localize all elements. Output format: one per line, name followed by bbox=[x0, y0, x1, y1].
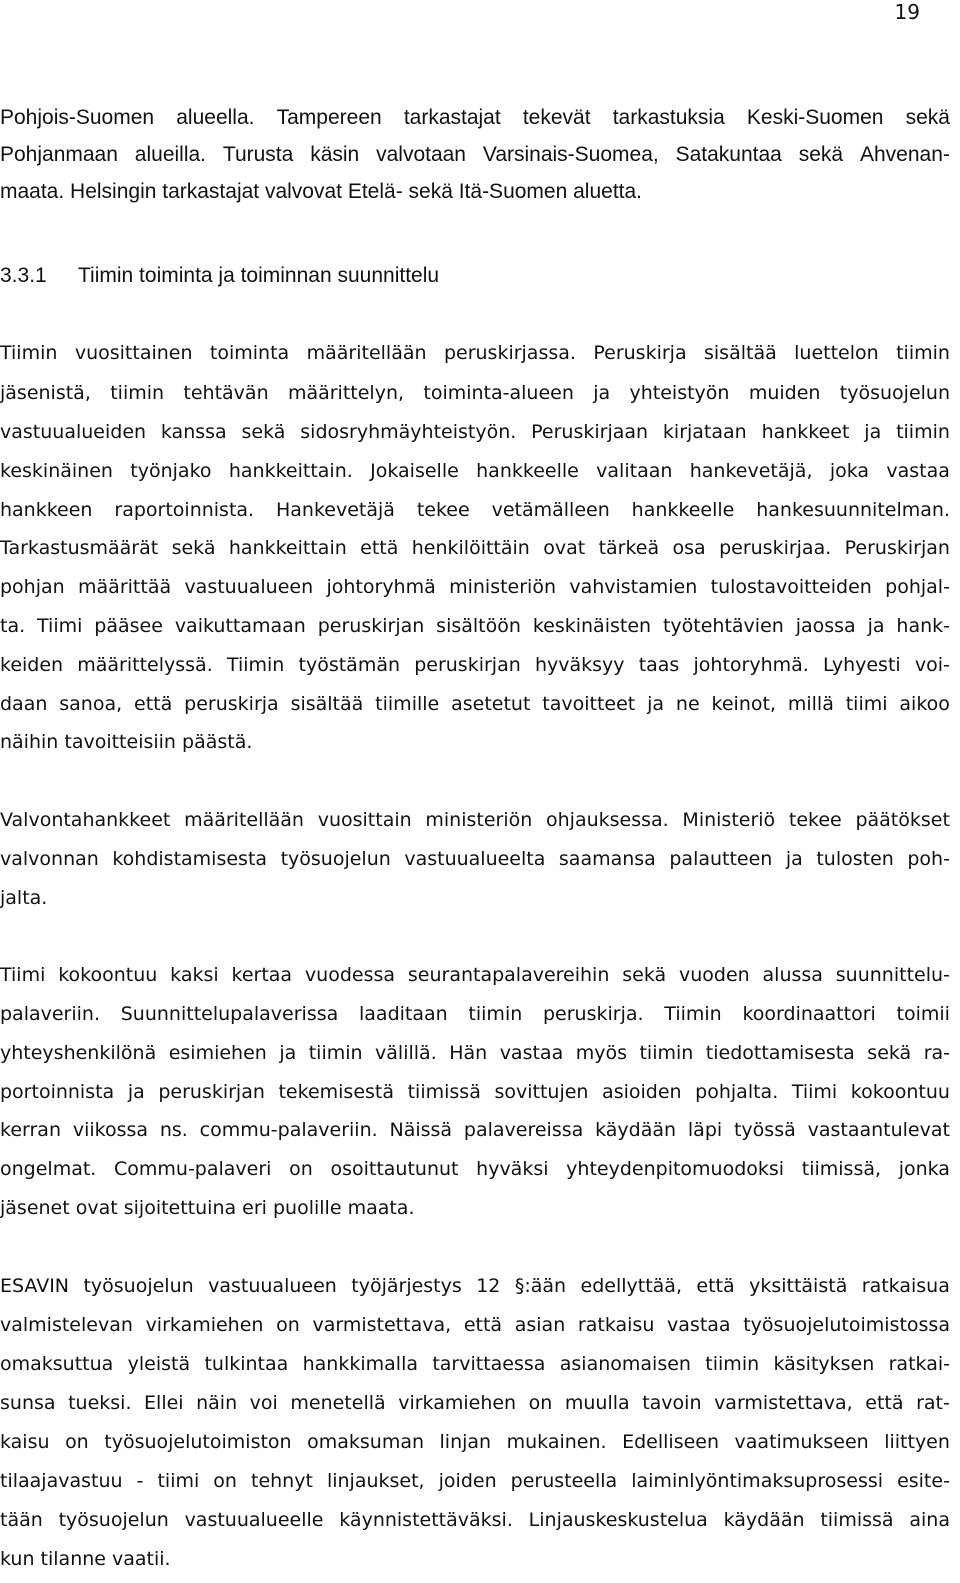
paragraph-line: daan sanoa, että peruskirja sisältää tiimille asetetut tavoitteet ja ne keinot, millä tiimi aikoo bbox=[0, 693, 950, 715]
paragraph-line: pohjan määrittää vastuualueen johtoryhmä ministeriön vahvistamien tulostavoitteiden pohjal- bbox=[0, 576, 950, 598]
paragraph-line: Tiimi kokoontuu kaksi kertaa vuodessa seurantapalavereihin sekä vuoden alussa suunnittelu- bbox=[0, 964, 950, 986]
paragraph-line: Valvontahankkeet määritellään vuosittain ministeriön ohjauksessa. Ministeriö tekee päätökset bbox=[0, 809, 950, 831]
paragraph-line: keiden määrittelyssä. Tiimin työstämän peruskirjan hyväksyy taas johtoryhmä. Lyhyesti voi- bbox=[0, 654, 950, 676]
paragraph-line: tilaajavastuu - tiimi on tehnyt linjaukset, joiden perusteella laiminlyöntimaksuprosessi esite- bbox=[0, 1470, 950, 1492]
paragraph-line: jäsenistä, tiimin tehtävän määrittelyn, toiminta-alueen ja yhteistyön muiden työsuojelun bbox=[0, 382, 950, 404]
paragraph-line: valvonnan kohdistamisesta työsuojelun vastuualueelta saamansa palautteen ja tulosten poh- bbox=[0, 848, 950, 870]
paragraph-line: tään työsuojelun vastuualueelle käynnistettäväksi. Linjauskeskustelua käydään tiimissä aina bbox=[0, 1509, 950, 1531]
paragraph-line: jäsenet ovat sijoitettuina eri puolille maata. bbox=[0, 1197, 415, 1219]
paragraph-line: kun tilanne vaatii. bbox=[0, 1548, 171, 1570]
paragraph-line: Tarkastusmäärät sekä hankkeittain että henkilöittäin ovat tärkeä osa peruskirjaa. Peruskirjan bbox=[0, 537, 950, 559]
paragraph-line: sunsa tueksi. Ellei näin voi menetellä virkamiehen on muulla tavoin varmistettava, että rat- bbox=[0, 1392, 950, 1414]
section-number: 3.3.1 bbox=[0, 264, 47, 287]
paragraph-line: kerran viikossa ns. commu-palaveriin. Näissä palavereissa käydään läpi työssä vastaantulevat bbox=[0, 1119, 950, 1141]
paragraph-line: ongelmat. Commu-palaveri on osoittautunut hyväksi yhteydenpitomuodoksi tiimissä, jonka bbox=[0, 1158, 950, 1180]
paragraph-line: näihin tavoitteisiin päästä. bbox=[0, 731, 253, 753]
paragraph-line: ESAVIN työsuojelun vastuualueen työjärjestys 12 §:ään edellyttää, että yksittäistä ratkaisua bbox=[0, 1275, 950, 1297]
intro-line: Pohjois-Suomen alueella. Tampereen tarkastajat tekevät tarkastuksia Keski-Suomen sekä bbox=[0, 106, 950, 129]
paragraph-line: palaveriin. Suunnittelupalaverissa laaditaan tiimin peruskirja. Tiimin koordinaattori toimii bbox=[0, 1003, 950, 1025]
paragraph-line: ta. Tiimi pääsee vaikuttamaan peruskirjan sisältöön keskinäisten työtehtävien jaossa ja hank- bbox=[0, 615, 950, 637]
paragraph-line: valmistelevan virkamiehen on varmistettava, että asian ratkaisu vastaa työsuojelutoimistossa bbox=[0, 1314, 950, 1336]
section-heading bbox=[0, 264, 950, 288]
intro-line: Pohjanmaan alueilla. Turusta käsin valvotaan Varsinais-Suomea, Satakuntaa sekä Ahvenan- bbox=[0, 143, 950, 166]
paragraph-line: kaisu on työsuojelutoimiston omaksuman linjan mukainen. Edelliseen vaatimukseen liittyen bbox=[0, 1431, 950, 1453]
intro-line: maata. Helsingin tarkastajat valvovat Etelä- sekä Itä-Suomen aluetta. bbox=[0, 180, 642, 203]
page-number: 19 bbox=[894, 0, 920, 24]
paragraph-line: hankkeen raportoinnista. Hankevetäjä tekee vetämälleen hankkeelle hankesuunnitelman. bbox=[0, 499, 950, 521]
section-title: Tiimin toiminta ja toiminnan suunnittelu bbox=[78, 264, 440, 287]
paragraph-line: vastuualueiden kanssa sekä sidosryhmäyhteistyön. Peruskirjaan kirjataan hankkeet ja tiimin bbox=[0, 421, 950, 443]
paragraph-line: yhteyshenkilönä esimiehen ja tiimin välillä. Hän vastaa myös tiimin tiedottamisesta sekä ra- bbox=[0, 1042, 950, 1064]
paragraph-line: portoinnista ja peruskirjan tekemisestä tiimissä sovittujen asioiden pohjalta. Tiimi kokoontuu bbox=[0, 1081, 950, 1103]
paragraph-line: Tiimin vuosittainen toiminta määritellään peruskirjassa. Peruskirja sisältää luettelon tiimin bbox=[0, 342, 950, 364]
paragraph-line: jalta. bbox=[0, 887, 48, 909]
paragraph-line: omaksuttua yleistä tulkintaa hankkimalla tarvittaessa asianomaisen tiimin käsityksen ratkai- bbox=[0, 1353, 950, 1375]
paragraph-line: keskinäinen työnjako hankkeittain. Jokaiselle hankkeelle valitaan hankevetäjä, joka vastaa bbox=[0, 460, 950, 482]
